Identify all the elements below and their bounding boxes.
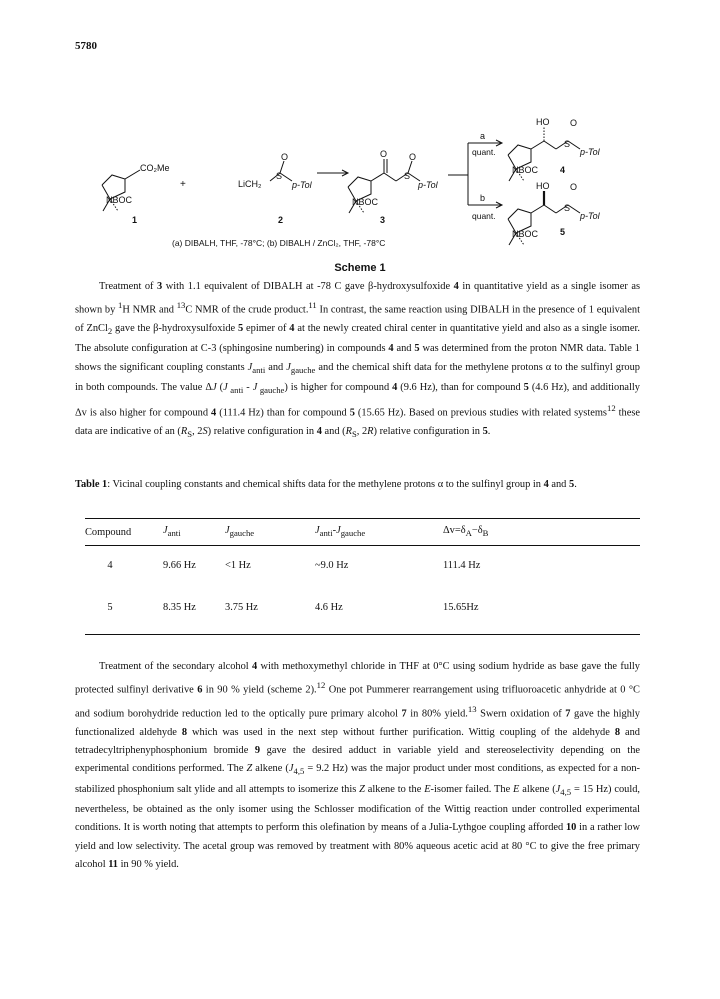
table-row	[85, 554, 640, 576]
page-number: 5780	[75, 40, 97, 52]
label-o-3a: O	[380, 149, 388, 159]
label-step-a: a	[480, 131, 486, 141]
header-compound: Compound	[85, 526, 132, 538]
table-row	[85, 596, 640, 618]
label-o-4: O	[570, 118, 578, 128]
label-ho-4: HO	[536, 117, 550, 127]
table-header-row	[85, 519, 640, 545]
label-o-5: O	[570, 182, 578, 192]
label-compound-1: 1	[132, 215, 138, 225]
bond-4b	[544, 141, 556, 149]
label-quant-b: quant.	[472, 211, 496, 221]
paragraph-1: Treatment of 3 with 1.1 equivalent of DIBALH at -78 C gave β-hydroxysulfoxide 4 in quantitative yield as a single isomer as shown by $^1$H NMR and $^{13}$C NMR of the crude product.$^{11}$ In contrast, the same reaction using DIBALH in the presence of 1 equivalent of ZnCl$_2$ gave the β-hydroxysulfoxide 5 epimer of 4 at the newly created chiral center in quantitative yield and also as a single isomer. The absolute configuration at C-3 (sphingosine numbering) in compounds 4 and 5 was determined from the proton NMR data. Table 1 shows the significant coupling constants $J_{anti}$ and $J_{gauche}$ and the chemical shift data for the methylene protons α to the sulfinyl group in both compounds. The value ΔJ (J $_{anti}$ - J $_{gauche}$) is higher for compound 4 (9.6 Hz), than for compound 5 (4.6 Hz), and additionally Δv is also higher for compound 4 (111.4 Hz) than for compound 5 (15.65 Hz). Based on previous studies with related systems$^{12}$ these data are indicative of an ($R_S$, 2S) relative configuration in 4 and ($R_S$, 2R) relative configuration in 5.	[75, 281, 641, 440]
label-o-3b: O	[409, 152, 417, 162]
label-ptol-5: p-Tol	[580, 211, 600, 221]
cell-compound: 5	[107, 601, 113, 613]
label-step-b: b	[480, 193, 486, 203]
label-compound-2: 2	[278, 215, 284, 225]
header-delta-v: $\Delta v=\delta_A-\delta_B$	[443, 525, 489, 539]
coupling-constants-table	[85, 518, 640, 635]
label-compound-4: 4	[560, 165, 566, 175]
label-nboc-5: NBOC	[512, 229, 539, 239]
label-co2me: CO₂Me	[140, 163, 170, 173]
bond-5a	[531, 205, 544, 213]
label-nboc-1: NBOC	[106, 195, 133, 205]
label-plus: +	[180, 179, 186, 190]
bond-5b	[544, 205, 556, 213]
cell-delta-v: 111.4 Hz	[443, 559, 481, 571]
label-compound-5: 5	[560, 227, 566, 237]
header-difference: $J_{anti}-J_{gauche}$	[315, 525, 366, 539]
cell-janti: 9.66 Hz	[163, 559, 196, 571]
label-ptol-4: p-Tol	[580, 147, 600, 157]
bond-4a	[531, 141, 544, 149]
table-caption: Table 1: Vicinal coupling constants and chemical shifts data for the methylene protons α to the sulfinyl group in 4 and 5.	[75, 479, 577, 490]
bond-ester-1	[125, 170, 140, 179]
label-s-3: S	[404, 171, 411, 181]
label-s-5: S	[564, 203, 571, 213]
scheme-title: Scheme 1	[334, 262, 386, 274]
cell-compound: 4	[107, 559, 113, 571]
bond-3a	[371, 173, 384, 181]
header-janti: $J_{anti}$	[163, 525, 181, 539]
cell-difference: ~9.0 Hz	[315, 559, 349, 571]
cell-janti: 8.35 Hz	[163, 601, 196, 613]
label-ptol-2: p-Tol	[292, 180, 312, 190]
scheme-drawing	[70, 95, 650, 255]
label-s-4: S	[564, 139, 571, 149]
bond-3b	[384, 173, 396, 181]
label-nboc-3: NBOC	[352, 197, 379, 207]
cell-jgauche: <1 Hz	[225, 559, 251, 571]
cell-difference: 4.6 Hz	[315, 601, 343, 613]
label-ho-5: HO	[536, 181, 550, 191]
header-jgauche: $J_{gauche}$	[225, 525, 255, 539]
label-s-2: S	[276, 171, 283, 181]
label-ptol-3: p-Tol	[418, 180, 438, 190]
table-bottom-rule	[85, 634, 640, 635]
label-compound-3: 3	[380, 215, 386, 225]
label-quant-a: quant.	[472, 147, 496, 157]
label-o-2: O	[281, 152, 289, 162]
label-nboc-4: NBOC	[512, 165, 539, 175]
cell-delta-v: 15.65Hz	[443, 601, 479, 613]
reaction-scheme	[70, 95, 650, 255]
paragraph-2: Treatment of the secondary alcohol 4 with methoxymethyl chloride in THF at 0°C using sodium hydride as base gave the fully protected sulfinyl derivative 6 in 90 % yield (scheme 2).$^{12}$ One pot Pummerer rearrangement using trifluoroacetic anhydride at 0 °C and sodium borohydride reduction led to the optically pure primary alcohol 7 in 80% yield.$^{13}$ Swern oxidation of 7 gave the highly functionalized aldehyde 8 which was used in the next step without further purification. Wittig coupling of the aldehyde 8 and tetradecyltriphenyphosphonium bromide 9 gave the desired adduct in variable yield and stereoselectivity depending on the experimental conditions performed. The Z alkene ($J_{4,5} = 9.2$ Hz) was the major product under most conditions, as expected for a non-stabilized phosphonium salt ylide and all attempts to isomerize this Z alkene to the E-isomer failed. The E alkene ($J_{4,5} = 15$ Hz) could, nevertheless, be obtained as the only isomer using the Schlosser modification of the Wittig reaction under controlled experimental conditions. It is worth noting that attempts to perform this olefination by means of a Julia-Lythgoe coupling afforded 10 in a rather low yield and low selectivity. The acetal group was removed by treatment with 80% aqueous acetic acid at 80 °C to give the free primary alcohol 11 in 90 % yield.	[75, 661, 641, 871]
cell-jgauche: 3.75 Hz	[225, 601, 258, 613]
scheme-conditions: (a) DIBALH, THF, -78°C; (b) DIBALH / ZnCl₂, THF, -78°C	[172, 238, 386, 248]
label-lich2: LiCH₂	[238, 179, 262, 189]
